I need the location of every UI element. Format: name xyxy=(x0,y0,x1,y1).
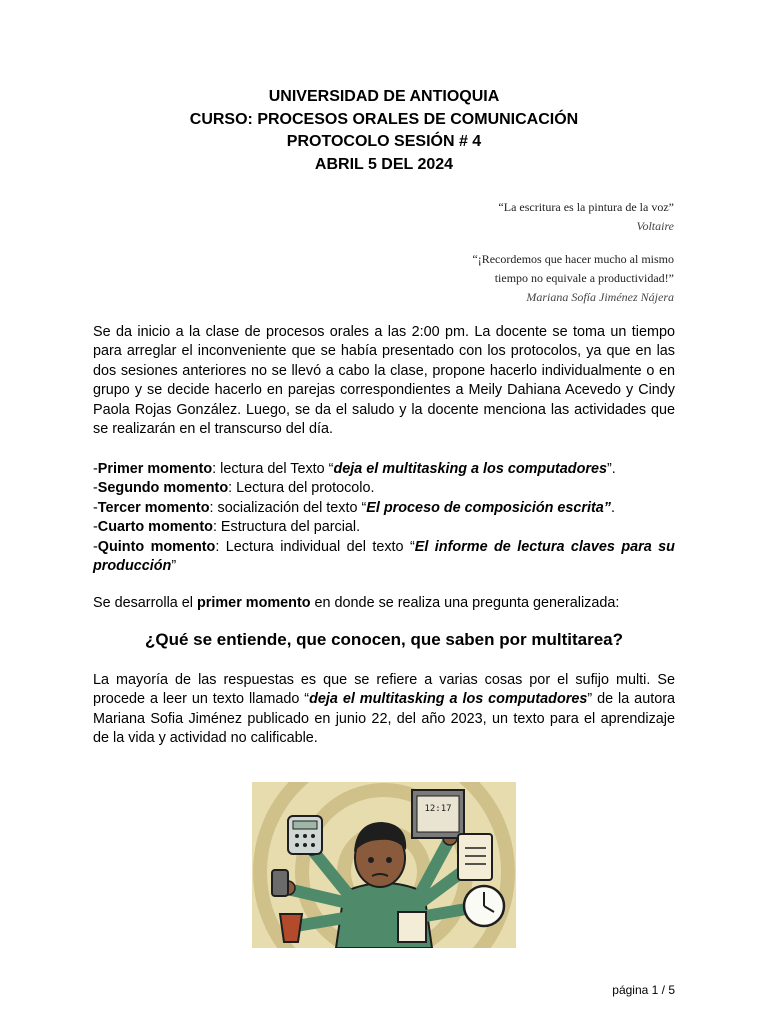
quote-author: Voltaire xyxy=(636,219,674,233)
moment-item: -Tercer momento: socialización del texto “El proceso de composición escrita”. xyxy=(93,499,615,516)
quote-text: tiempo no equivale a productividad!” xyxy=(494,271,674,285)
first-moment-sentence: Se desarrolla el primer momento en donde se realiza una pregunta generalizada: xyxy=(93,595,620,611)
quote-author: Mariana Sofía Jiménez Nájera xyxy=(526,290,674,304)
moment-label: Quinto momento xyxy=(97,538,216,555)
moment-item: -Quinto momento: Lectura individual del texto “El informe de lectura claves para su producción” xyxy=(93,538,675,575)
moments-list xyxy=(93,460,675,576)
protocol-title: PROTOCOLO SESIÓN # 4 xyxy=(286,133,482,150)
quote-text: “La escritura es la pintura de la voz” xyxy=(498,200,674,214)
session-date: ABRIL 5 DEL 2024 xyxy=(314,155,454,173)
intro-paragraph: Se da inicio a la clase de procesos orales a las 2:00 pm. La docente se toma un tiempo para arreglar el inconveniente que se había presentado con los protocolos, ya que en las dos sesiones anteriores no se llevó a cabo la clase, propone hacerlo individualmente o en grupo y se decide hacerlo en parejas correspondientes a Meily Dahiana Acevedo y Cindy Paola Rojas González. Luego, se da el saludo y la docente menciona las actividades que se realizarán en el transcurso del día. xyxy=(93,324,675,438)
moment-label: Tercer momento xyxy=(97,499,210,516)
epigraph-jimenez xyxy=(472,250,674,307)
multitasking-illustration xyxy=(252,782,516,948)
moment-item: -Primer momento: lectura del Texto “deja el multitasking a los computadores”. xyxy=(93,461,616,477)
quote-text: “¡Recordemos que hacer mucho al mismo xyxy=(472,252,674,266)
discussion-question: ¿Qué se entiende, que conocen, que saben por multitarea? xyxy=(145,630,623,649)
multitasking-person-image xyxy=(252,782,516,948)
page-number: página 1 / 5 xyxy=(612,983,675,997)
responses-paragraph: La mayoría de las respuestas es que se refiere a varias cosas por el sufijo multi. Se procede a leer un texto llamado “deja el multitasking a los computadores” de la autora Mariana Sofia Jiménez publicado en junio 22, del año 2023, un texto para el aprendizaje de la vida y actividad no calificable. xyxy=(93,672,675,747)
moment-item: -Cuarto momento: Estructura del parcial. xyxy=(93,519,361,536)
epigraph-voltaire xyxy=(498,198,674,236)
university-name: UNIVERSIDAD DE ANTIOQUIA xyxy=(268,88,500,105)
moment-item: -Segundo momento: Lectura del protocolo. xyxy=(93,480,375,497)
text-title: deja el multitasking a los computadores xyxy=(309,691,588,708)
course-name: CURSO: PROCESOS ORALES DE COMUNICACIÓN xyxy=(189,110,579,128)
moment-label: Segundo momento xyxy=(97,480,229,497)
moment-label: Cuarto momento xyxy=(97,519,213,536)
moment-label: Primer momento xyxy=(97,461,213,477)
clock-text: 12:17 xyxy=(424,804,452,814)
text-title: deja el multitasking a los computadores xyxy=(333,461,607,477)
document-header xyxy=(0,86,768,176)
text-title: El informe de lectura claves para su producción xyxy=(93,538,675,575)
text-title: El proceso de composición escrita” xyxy=(366,499,611,516)
